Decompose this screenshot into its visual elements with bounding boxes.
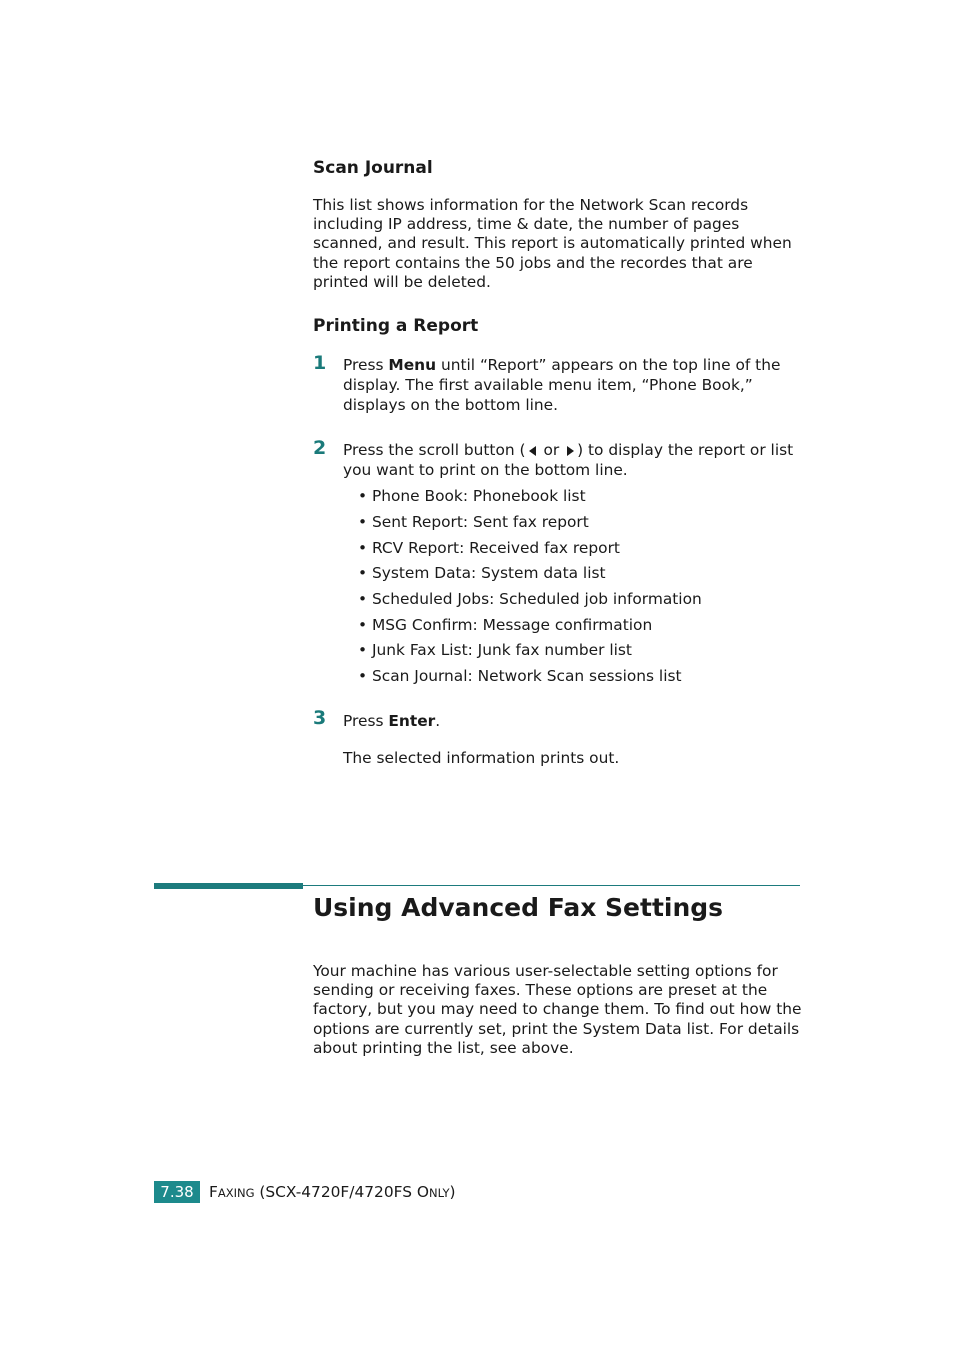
list-item: • Scan Journal: Network Scan sessions list bbox=[358, 667, 682, 685]
list-item: • Scheduled Jobs: Scheduled job information bbox=[358, 590, 702, 608]
footer-part-1: F bbox=[209, 1183, 218, 1201]
step-2-text bbox=[343, 440, 803, 480]
footer-part-4: NLY bbox=[429, 1186, 450, 1200]
step-1-pre: Press bbox=[343, 356, 389, 374]
step-2-pre: Press the scroll button ( bbox=[343, 441, 526, 459]
step-2-post: ) to display the report or list you want to print on the bottom line. bbox=[343, 441, 794, 479]
scan-journal-text: This list shows information for the Network Scan records including IP address, time & date, the number of pages scanned, and result. This report is automatically printed when the report contains the 50 jobs and the recordes that are printed will be deleted. bbox=[313, 196, 792, 291]
footer-part-2: AXING bbox=[217, 1186, 255, 1200]
footer-part-3: (SCX-4720F/4720FS O bbox=[254, 1183, 429, 1201]
footer-chapter-title bbox=[209, 1182, 456, 1203]
advanced-settings-text: Your machine has various user-selectable setting options for sending or receiving faxes. These options are preset at the factory, but you may need to change them. To find out how the options are currently set, print the System Data list. For details about printing the list, see above. bbox=[313, 962, 802, 1057]
left-triangle-icon bbox=[529, 446, 536, 456]
step-1-post: until “Report” appears on the top line of the display. The first available menu item, “Phone Book,” displays on the bottom line. bbox=[343, 356, 781, 414]
advanced-settings-heading: Using Advanced Fax Settings bbox=[313, 893, 724, 922]
list-item: • Phone Book: Phonebook list bbox=[358, 487, 586, 505]
step-2-mid: or bbox=[538, 441, 565, 459]
section-rule-thick bbox=[154, 883, 303, 889]
list-item: • System Data: System data list bbox=[358, 564, 606, 582]
step-3-post: . bbox=[435, 712, 441, 730]
right-triangle-icon bbox=[567, 446, 574, 456]
scan-journal-heading: Scan Journal bbox=[313, 158, 433, 178]
list-item: • RCV Report: Received fax report bbox=[358, 539, 620, 557]
step-3-number: 3 bbox=[313, 707, 327, 729]
step-3-text bbox=[343, 711, 803, 731]
page-number-badge: 7.38 bbox=[154, 1181, 200, 1203]
step-3-note: The selected information prints out. bbox=[343, 749, 620, 767]
printing-report-heading: Printing a Report bbox=[313, 316, 479, 336]
enter-key-label: Enter bbox=[388, 712, 436, 730]
menu-key-label: Menu bbox=[388, 356, 437, 374]
list-item: • MSG Confirm: Message confirmation bbox=[358, 616, 653, 634]
step-3-pre: Press bbox=[343, 712, 389, 730]
list-item: • Sent Report: Sent fax report bbox=[358, 513, 589, 531]
step-1-text bbox=[343, 355, 803, 415]
step-2-number: 2 bbox=[313, 437, 327, 459]
list-item: • Junk Fax List: Junk fax number list bbox=[358, 641, 632, 659]
step-1-number: 1 bbox=[313, 352, 327, 374]
section-rule-thin bbox=[303, 885, 800, 886]
footer-part-5: ) bbox=[449, 1183, 456, 1201]
